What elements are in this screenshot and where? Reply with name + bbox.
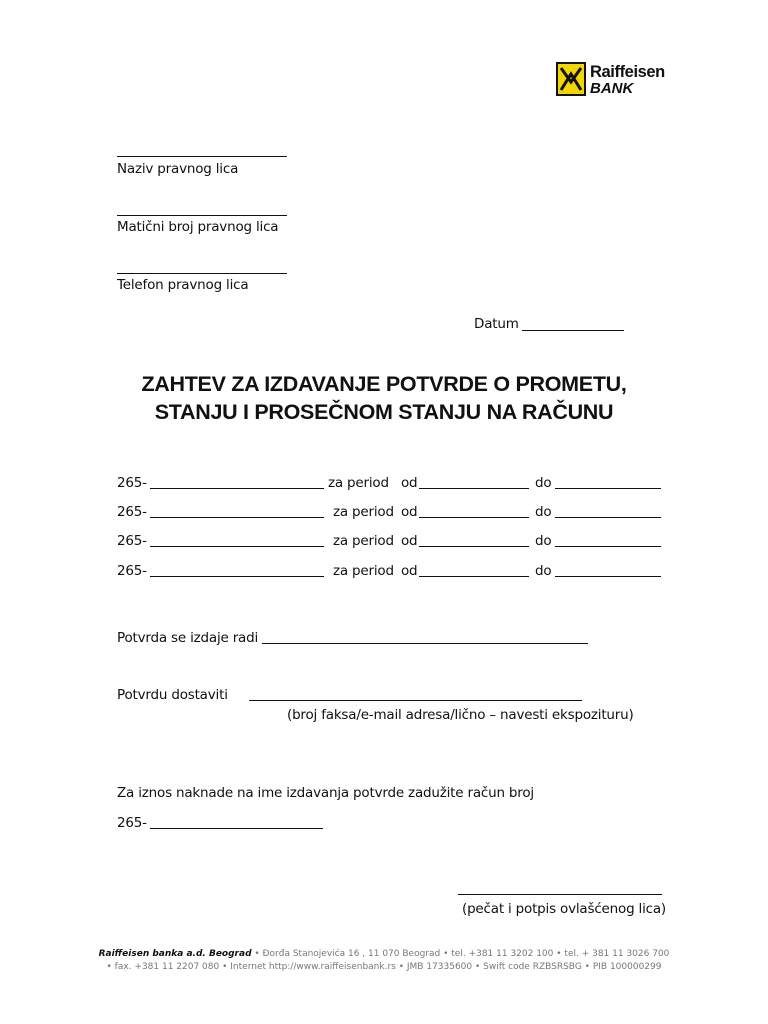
- from-date-field[interactable]: [419, 517, 529, 518]
- company-name-label: Naziv pravnog lica: [117, 161, 239, 177]
- purpose-field[interactable]: [262, 643, 588, 644]
- delivery-label: Potvrdu dostaviti: [117, 687, 228, 703]
- to-date-field[interactable]: [555, 488, 661, 489]
- to-label: do: [535, 563, 552, 579]
- company-name-field[interactable]: [117, 156, 287, 157]
- account-number-field[interactable]: [150, 517, 324, 518]
- date-field[interactable]: [522, 330, 624, 331]
- signature-label: (pečat i potpis ovlašćenog lica): [462, 901, 667, 917]
- to-label: do: [535, 475, 552, 491]
- to-label: do: [535, 533, 552, 549]
- fee-account-field[interactable]: [150, 828, 323, 829]
- logo-name-line1: Raiffeisen: [590, 63, 665, 81]
- from-label: od: [401, 475, 418, 491]
- from-date-field[interactable]: [419, 546, 529, 547]
- registration-number-field[interactable]: [117, 215, 287, 216]
- account-prefix: 265-: [117, 504, 147, 520]
- form-title: [0, 370, 768, 426]
- period-label: za period: [333, 533, 394, 549]
- to-label: do: [535, 504, 552, 520]
- account-prefix: 265-: [117, 563, 147, 579]
- from-date-field[interactable]: [419, 576, 529, 577]
- footer-line1: [0, 948, 768, 961]
- period-label: za period: [333, 563, 394, 579]
- footer-bank-name: Raiffeisen banka a.d. Beograd: [98, 949, 252, 959]
- phone-label: Telefon pravnog lica: [117, 277, 249, 293]
- to-date-field[interactable]: [555, 546, 661, 547]
- logo-name-line2: BANK: [590, 80, 634, 97]
- footer-address: • Đorđa Stanojevića 16 , 11 070 Beograd • tel. +381 11 3202 100 • tel. + 381 11 3026 700: [254, 949, 670, 959]
- gable-cross-icon: [556, 62, 586, 96]
- form-title-line1: ZAHTEV ZA IZDAVANJE POTVRDE O PROMETU,: [141, 372, 627, 396]
- footer-line2: • fax. +381 11 2207 080 • Internet http://www.raiffeisenbank.rs • JMB 17335600 • Swift code RZBSRSBG • PIB 100000299: [106, 962, 662, 972]
- raiffeisen-logo: [556, 62, 682, 98]
- account-number-field[interactable]: [150, 546, 324, 547]
- date-label: Datum: [474, 316, 519, 332]
- from-date-field[interactable]: [419, 488, 529, 489]
- fee-label: Za iznos naknade na ime izdavanja potvrde zadužite račun broj: [117, 785, 534, 801]
- delivery-hint: (broj faksa/e-mail adresa/lično – navesti ekspozituru): [287, 707, 634, 723]
- signature-field[interactable]: [458, 894, 662, 895]
- account-prefix: 265-: [117, 475, 147, 491]
- fee-account-prefix: 265-: [117, 815, 147, 831]
- form-title-line2: STANJU I PROSEČNOM STANJU NA RAČUNU: [154, 400, 614, 424]
- account-prefix: 265-: [117, 533, 147, 549]
- period-label: za period: [328, 475, 389, 491]
- from-label: od: [401, 563, 418, 579]
- delivery-field[interactable]: [249, 700, 582, 701]
- registration-number-label: Matični broj pravnog lica: [117, 219, 279, 235]
- period-label: za period: [333, 504, 394, 520]
- account-number-field[interactable]: [150, 488, 324, 489]
- from-label: od: [401, 504, 418, 520]
- footer: [0, 948, 768, 974]
- to-date-field[interactable]: [555, 576, 661, 577]
- account-number-field[interactable]: [150, 576, 324, 577]
- phone-field[interactable]: [117, 273, 287, 274]
- to-date-field[interactable]: [555, 517, 661, 518]
- purpose-label: Potvrda se izdaje radi: [117, 630, 259, 646]
- from-label: od: [401, 533, 418, 549]
